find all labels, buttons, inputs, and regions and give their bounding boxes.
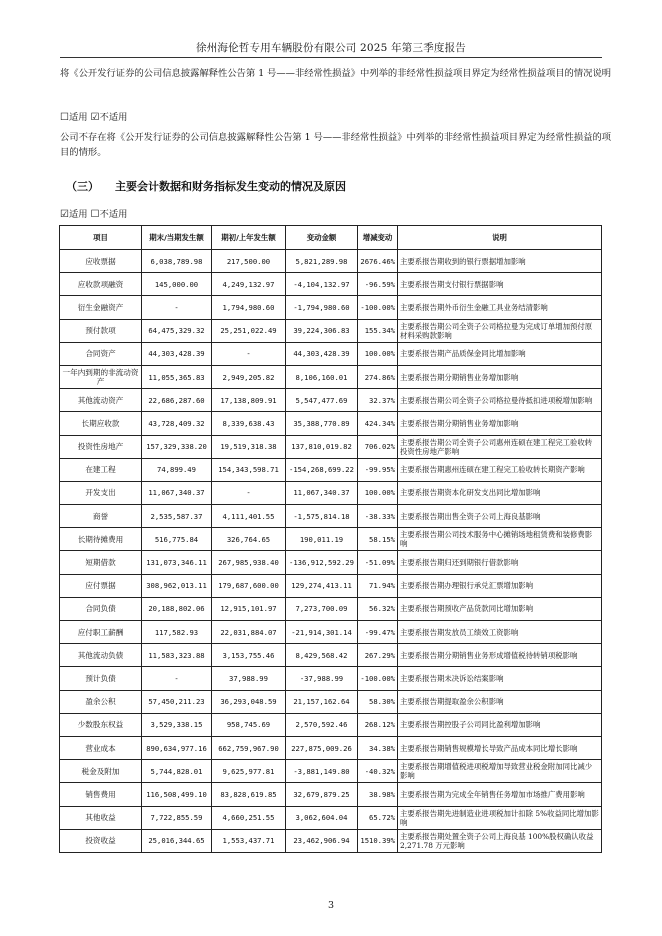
cell-item-name: 商誉	[60, 505, 142, 528]
table-row	[60, 806, 602, 829]
cell-change-amount: 39,224,306.83	[286, 319, 358, 342]
cell-item-name: 销售费用	[60, 783, 142, 806]
cell-item-name: 预计负债	[60, 667, 142, 690]
header-previous: 期初/上年发生额	[212, 226, 286, 250]
cell-item-name: 在建工程	[60, 458, 142, 481]
cell-change-percent: 1510.39%	[358, 829, 398, 852]
cell-change-amount: 35,388,770.89	[286, 412, 358, 435]
cell-current-value: 2,535,587.37	[142, 505, 212, 528]
cell-explanation: 主要系报告期控股子公司同比盈利增加影响	[398, 713, 602, 736]
cell-change-percent: -100.00%	[358, 296, 398, 319]
cell-explanation: 主要系报告期先进制造业进项税加计扣除 5%收益同比增加影响	[398, 806, 602, 829]
cell-explanation: 主要系报告期分期销售业务形成增值税待转销项税影响	[398, 644, 602, 667]
cell-previous-value: 958,745.69	[212, 713, 286, 736]
cell-change-amount: 8,106,160.01	[286, 365, 358, 388]
cell-current-value: 7,722,855.59	[142, 806, 212, 829]
table-row	[60, 319, 602, 342]
header-current: 期末/当期发生额	[142, 226, 212, 250]
header-rule	[60, 57, 602, 58]
cell-current-value: 57,450,211.23	[142, 690, 212, 713]
cell-change-amount: -1,575,814.18	[286, 505, 358, 528]
cell-change-amount: 8,429,568.42	[286, 644, 358, 667]
cell-change-amount: 32,679,879.25	[286, 783, 358, 806]
cell-change-amount: -154,268,699.22	[286, 458, 358, 481]
table-row	[60, 783, 602, 806]
cell-current-value: 64,475,329.32	[142, 319, 212, 342]
cell-current-value: 74,899.49	[142, 458, 212, 481]
cell-change-percent: 32.37%	[358, 389, 398, 412]
cell-previous-value: 8,339,638.43	[212, 412, 286, 435]
cell-change-percent: 100.00%	[358, 342, 398, 365]
cell-item-name: 应付职工薪酬	[60, 621, 142, 644]
cell-current-value: 5,744,828.01	[142, 760, 212, 783]
cell-explanation: 主要系报告期销售规模增长导致产品成本同比增长影响	[398, 736, 602, 759]
cell-item-name: 合同负债	[60, 597, 142, 620]
cell-item-name: 应付票据	[60, 574, 142, 597]
cell-previous-value: 4,249,132.97	[212, 273, 286, 296]
cell-item-name: 盈余公积	[60, 690, 142, 713]
cell-explanation: 主要系报告期提取盈余公积影响	[398, 690, 602, 713]
cell-current-value: 11,067,340.37	[142, 481, 212, 504]
cell-explanation: 主要系报告期出售全资子公司上海良基影响	[398, 505, 602, 528]
cell-change-percent: -99.47%	[358, 621, 398, 644]
cell-previous-value: 179,687,600.00	[212, 574, 286, 597]
unchecked-box-icon: ☐	[90, 209, 100, 220]
cell-explanation: 主要系报告期产品质保金同比增加影响	[398, 342, 602, 365]
cell-explanation: 主要系报告期未决诉讼结案影响	[398, 667, 602, 690]
cell-change-percent: -51.09%	[358, 551, 398, 574]
table-row	[60, 713, 602, 736]
cell-change-amount: 2,570,592.46	[286, 713, 358, 736]
header-item: 项目	[60, 226, 142, 250]
cell-previous-value: 37,988.99	[212, 667, 286, 690]
table-row	[60, 458, 602, 481]
cell-change-percent: 267.29%	[358, 644, 398, 667]
header-change-percent: 增减变动	[358, 226, 398, 250]
cell-previous-value: 17,138,809.91	[212, 389, 286, 412]
cell-item-name: 投资收益	[60, 829, 142, 852]
cell-explanation: 主要系报告期公司全资子公司惠州连硕在建工程完工验收转投资性房地产影响	[398, 435, 602, 458]
table-row	[60, 342, 602, 365]
cell-explanation: 主要系报告期处置全资子公司上海良基 100%股权确认收益 2,271.78 万元影响	[398, 829, 602, 852]
cell-change-percent: 274.86%	[358, 365, 398, 388]
cell-item-name: 开发支出	[60, 481, 142, 504]
cell-change-amount: 3,062,604.04	[286, 806, 358, 829]
cell-change-amount: 5,547,477.69	[286, 389, 358, 412]
cell-change-percent: 2676.46%	[358, 250, 398, 273]
cell-change-amount: 21,157,162.64	[286, 690, 358, 713]
cell-previous-value: 217,500.00	[212, 250, 286, 273]
cell-current-value: 516,775.84	[142, 528, 212, 551]
cell-change-percent: 100.00%	[358, 481, 398, 504]
cell-change-percent: 71.94%	[358, 574, 398, 597]
cell-current-value: 116,508,499.10	[142, 783, 212, 806]
cell-current-value: 11,583,323.88	[142, 644, 212, 667]
not-applicable-label: 不适用	[99, 112, 128, 123]
cell-explanation: 主要系报告期支付银行票据影响	[398, 273, 602, 296]
table-row	[60, 597, 602, 620]
applicability-options-2	[60, 206, 127, 220]
cell-current-value: 3,529,338.15	[142, 713, 212, 736]
cell-change-percent: 58.15%	[358, 528, 398, 551]
cell-previous-value: 3,153,755.46	[212, 644, 286, 667]
cell-explanation: 主要系报告期分期销售业务增加影响	[398, 365, 602, 388]
cell-previous-value: 4,660,251.55	[212, 806, 286, 829]
cell-explanation: 主要系报告期外币衍生金融工具业务结清影响	[398, 296, 602, 319]
cell-change-amount: -21,914,301.14	[286, 621, 358, 644]
table-row	[60, 690, 602, 713]
cell-previous-value: -	[212, 342, 286, 365]
cell-item-name: 合同资产	[60, 342, 142, 365]
checked-box-icon: ☑	[90, 112, 100, 123]
table-row	[60, 250, 602, 273]
cell-current-value: 308,962,013.11	[142, 574, 212, 597]
cell-explanation: 主要系报告期发放员工绩效工资影响	[398, 621, 602, 644]
cell-change-amount: 44,303,428.39	[286, 342, 358, 365]
cell-current-value: 131,073,346.11	[142, 551, 212, 574]
cell-explanation: 主要系报告期收到的银行票据增加影响	[398, 250, 602, 273]
page-header: 徐州海伦哲专用车辆股份有限公司 2025 年第三季度报告	[196, 42, 466, 54]
cell-change-amount: 190,011.19	[286, 528, 358, 551]
cell-previous-value: 19,519,318.38	[212, 435, 286, 458]
cell-previous-value: 662,759,967.90	[212, 736, 286, 759]
cell-previous-value: 12,915,101.97	[212, 597, 286, 620]
cell-previous-value: 1,794,980.60	[212, 296, 286, 319]
cell-item-name: 税金及附加	[60, 760, 142, 783]
cell-previous-value: 9,625,977.81	[212, 760, 286, 783]
nonrecurring-intro-paragraph: 将《公开发行证券的公司信息披露解释性公告第 1 号——非经常性损益》中列举的非经常性损益项目界定为经常性损益项目的情况说明	[60, 68, 612, 79]
cell-change-amount: 5,821,289.98	[286, 250, 358, 273]
cell-previous-value: 36,293,048.59	[212, 690, 286, 713]
cell-current-value: 157,329,338.20	[142, 435, 212, 458]
cell-change-amount: -3,881,149.80	[286, 760, 358, 783]
table-row	[60, 389, 602, 412]
cell-item-name: 应收款项融资	[60, 273, 142, 296]
cell-current-value: 22,686,287.60	[142, 389, 212, 412]
cell-item-name: 营业成本	[60, 736, 142, 759]
cell-explanation: 主要系报告期归还到期银行借款影响	[398, 551, 602, 574]
cell-change-percent: 34.38%	[358, 736, 398, 759]
cell-item-name: 衍生金融资产	[60, 296, 142, 319]
cell-change-percent: -99.95%	[358, 458, 398, 481]
cell-change-amount: -37,988.99	[286, 667, 358, 690]
applicable-label: 适用	[68, 112, 88, 123]
cell-explanation: 主要系报告期预收产品货款同比增加影响	[398, 597, 602, 620]
page-number: 3	[327, 900, 335, 911]
cell-item-name: 其他流动资产	[60, 389, 142, 412]
table-row	[60, 574, 602, 597]
cell-explanation: 主要系报告期公司技术服务中心摊销场地租赁费和装修费影响	[398, 528, 602, 551]
cell-current-value: -	[142, 667, 212, 690]
cell-item-name: 一年内到期的非流动资产	[60, 365, 142, 388]
header-explanation: 说明	[398, 226, 602, 250]
cell-change-amount: 227,875,009.26	[286, 736, 358, 759]
cell-item-name: 其他收益	[60, 806, 142, 829]
cell-change-amount: -136,912,592.29	[286, 551, 358, 574]
nonrecurring-statement: 公司不存在将《公开发行证券的公司信息披露解释性公告第 1 号——非经常性损益》中列举的非经常性损益项目界定为经常性损益的项目的情形。	[60, 132, 612, 158]
cell-item-name: 预付款项	[60, 319, 142, 342]
cell-change-amount: 129,274,413.11	[286, 574, 358, 597]
cell-previous-value: 1,553,437.71	[212, 829, 286, 852]
cell-change-percent: -96.59%	[358, 273, 398, 296]
table-row	[60, 412, 602, 435]
cell-change-percent: -40.32%	[358, 760, 398, 783]
cell-explanation: 主要系报告期惠州连硕在建工程完工验收转长期资产影响	[398, 458, 602, 481]
cell-current-value: -	[142, 296, 212, 319]
checked-box-icon: ☑	[60, 209, 69, 220]
cell-previous-value: 4,111,401.55	[212, 505, 286, 528]
cell-explanation: 主要系报告期公司全资子公司格拉曼待抵扣进项税增加影响	[398, 389, 602, 412]
cell-current-value: 25,016,344.65	[142, 829, 212, 852]
cell-current-value: 890,634,977.16	[142, 736, 212, 759]
cell-item-name: 短期借款	[60, 551, 142, 574]
cell-change-percent: 58.30%	[358, 690, 398, 713]
table-row	[60, 644, 602, 667]
cell-change-percent: 56.32%	[358, 597, 398, 620]
cell-change-amount: 23,462,906.94	[286, 829, 358, 852]
table-row	[60, 736, 602, 759]
table-row	[60, 296, 602, 319]
table-row	[60, 273, 602, 296]
section-title: 主要会计数据和财务指标发生变动的情况及原因	[115, 180, 346, 193]
cell-change-amount: 11,067,340.37	[286, 481, 358, 504]
cell-previous-value: -	[212, 481, 286, 504]
cell-item-name: 应收票据	[60, 250, 142, 273]
cell-change-percent: -100.00%	[358, 667, 398, 690]
cell-change-percent: 155.34%	[358, 319, 398, 342]
cell-change-percent: 65.72%	[358, 806, 398, 829]
cell-explanation: 主要系报告期分期销售业务增加影响	[398, 412, 602, 435]
table-row	[60, 760, 602, 783]
cell-current-value: 44,303,428.39	[142, 342, 212, 365]
cell-change-percent: 706.02%	[358, 435, 398, 458]
cell-change-amount: -1,794,980.60	[286, 296, 358, 319]
cell-change-amount: 7,273,700.09	[286, 597, 358, 620]
cell-previous-value: 154,343,598.71	[212, 458, 286, 481]
cell-change-percent: 38.98%	[358, 783, 398, 806]
table-row	[60, 365, 602, 388]
financial-changes-table	[59, 225, 602, 853]
table-header-row	[60, 226, 602, 250]
cell-item-name: 投资性房地产	[60, 435, 142, 458]
cell-previous-value: 267,985,938.40	[212, 551, 286, 574]
cell-previous-value: 83,828,619.85	[212, 783, 286, 806]
cell-current-value: 117,582.93	[142, 621, 212, 644]
cell-current-value: 43,728,409.32	[142, 412, 212, 435]
cell-previous-value: 326,764.65	[212, 528, 286, 551]
cell-item-name: 长期待摊费用	[60, 528, 142, 551]
cell-current-value: 6,038,789.98	[142, 250, 212, 273]
cell-explanation: 主要系报告期办理银行承兑汇票增加影响	[398, 574, 602, 597]
cell-previous-value: 2,949,205.82	[212, 365, 286, 388]
cell-current-value: 145,000.00	[142, 273, 212, 296]
cell-item-name: 其他流动负债	[60, 644, 142, 667]
section-number: （三）	[66, 180, 99, 193]
cell-explanation: 主要系报告期为完成全年销售任务增加市场推广费用影响	[398, 783, 602, 806]
cell-item-name: 少数股东权益	[60, 713, 142, 736]
not-applicable-label: 不适用	[99, 209, 128, 220]
cell-previous-value: 25,251,022.49	[212, 319, 286, 342]
cell-explanation: 主要系报告期公司全资子公司格拉曼为完成订单增加预付原材料采购款影响	[398, 319, 602, 342]
cell-current-value: 11,055,365.83	[142, 365, 212, 388]
table-row	[60, 435, 602, 458]
cell-explanation: 主要系报告期增值税进项税增加导致营业税金附加同比减少影响	[398, 760, 602, 783]
cell-change-percent: 424.34%	[358, 412, 398, 435]
table-row	[60, 667, 602, 690]
cell-explanation: 主要系报告期资本化研发支出同比增加影响	[398, 481, 602, 504]
table-row	[60, 621, 602, 644]
cell-change-percent: -38.33%	[358, 505, 398, 528]
applicable-label: 适用	[68, 209, 88, 220]
cell-change-amount: -4,104,132.97	[286, 273, 358, 296]
section-heading	[66, 178, 346, 194]
header-change-amount: 变动金额	[286, 226, 358, 250]
cell-change-percent: 268.12%	[358, 713, 398, 736]
unchecked-box-icon: ☐	[60, 112, 69, 123]
table-row	[60, 505, 602, 528]
table-row	[60, 829, 602, 852]
cell-change-amount: 137,810,019.82	[286, 435, 358, 458]
cell-previous-value: 22,031,884.07	[212, 621, 286, 644]
table-row	[60, 481, 602, 504]
table-row	[60, 551, 602, 574]
cell-current-value: 20,188,802.06	[142, 597, 212, 620]
table-row	[60, 528, 602, 551]
applicability-options-1	[60, 110, 620, 125]
cell-item-name: 长期应收款	[60, 412, 142, 435]
